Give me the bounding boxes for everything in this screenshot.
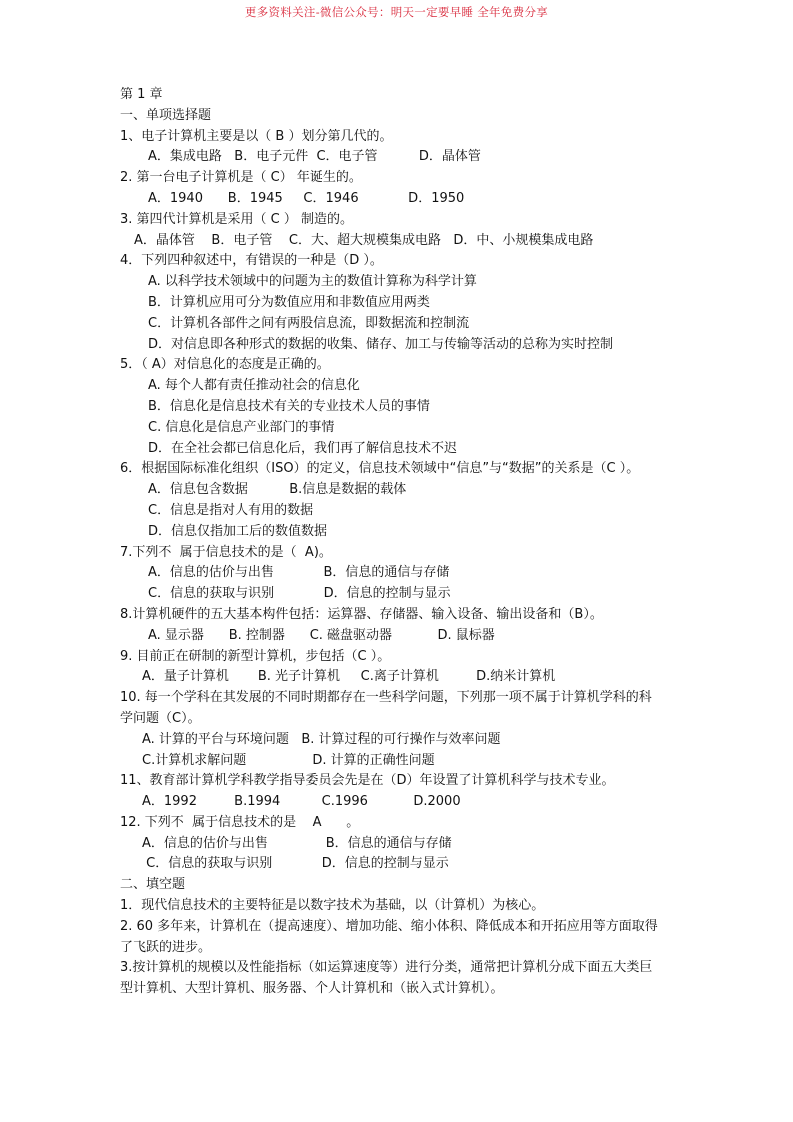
question-stem: 11、教育部计算机学科教学指导委员会先是在（D）年设置了计算机科学与技术专业。 [120,773,615,789]
section-heading-fill-blank: 二、填空题 [120,877,186,893]
question-option: A. 每个人都有责任推动社会的信息化 [148,378,360,394]
question-option: A．信息的估价与出售 B．信息的通信与存储 [142,835,452,851]
fill-blank-item: 3.按计算机的规模以及性能指标（如运算速度等）进行分类，通常把计算机分成下面五大类巨型计算机、大型计算机、服务器、个人计算机和（嵌入式计算机）。 [120,960,653,997]
question-stem: 5．（ A）对信息化的态度是正确的。 [120,357,330,373]
question-option: A. 以科学技术领域中的问题为主的数值计算称为科学计算 [148,274,477,290]
question-options: A．集成电路 B．电子元件 C．电子管 D．晶体管 [148,149,481,165]
question-options: A．1940 B．1945 C．1946 D．1950 [148,190,465,206]
question-option: A．信息的估价与出售 B．信息的通信与存储 [148,565,450,581]
chapter-heading: 第 1 章 [120,87,163,102]
wechat-promo-banner: 更多资料关注-微信公众号：明天一定要早睡 全年免费分享 [244,5,549,19]
question-stem: 1、电子计算机主要是以（ B ）划分第几代的。 [120,128,393,144]
question-option: B．计算机应用可分为数值应用和非数值应用两类 [148,294,430,310]
question-stem: 7.下列不 属于信息技术的是（ A)。 [120,544,332,560]
question-option: D．信息仅指加工后的数值数据 [148,523,328,539]
question-option: C．信息的获取与识别 D．信息的控制与显示 [148,586,451,602]
question-stem: 4．下列四种叙述中，有错误的一种是（D ）。 [120,253,383,269]
question-option: D．在全社会都已信息化后，我们再了解信息技术不迟 [148,440,458,456]
question-stem: 12. 下列不 属于信息技术的是 A 。 [120,814,360,830]
question-option: D．对信息即各种形式的数据的收集、储存、加工与传输等活动的总称为实时控制 [148,336,614,352]
question-stem: 3. 第四代计算机是采用（ C ） 制造的。 [120,211,354,227]
section-heading-multiple-choice: 一、单项选择题 [120,107,212,123]
question-stem: 2. 第一台电子计算机是（ C） 年诞生的。 [120,170,362,186]
question-option: B．信息化是信息技术有关的专业技术人员的事情 [148,398,430,414]
question-option: C．计算机各部件之间有两股信息流，即数据流和控制流 [148,315,470,331]
question-stem: 9. 目前正在研制的新型计算机，步包括（C ）。 [120,648,391,664]
question-options: A．量子计算机 B. 光子计算机 C.离子计算机 D.纳米计算机 [142,669,556,685]
question-stem: 8.计算机硬件的五大基本构件包括：运算器、存储器、输入设备、输出设备和（B）。 [120,606,603,622]
question-options: A．晶体管 B．电子管 C．大、超大规模集成电路 D．中、小规模集成电路 [134,232,594,248]
fill-blank-item: 2. 60 多年来，计算机在（提高速度）、增加功能、缩小体积、降低成本和开拓应用等方面取得了飞跃的进步。 [120,918,658,955]
fill-blank-item: 1．现代信息技术的主要特征是以数字技术为基础，以（计算机）为核心。 [120,898,545,914]
question-option: A. 计算的平台与环境问题 B. 计算过程的可行操作与效率问题 [142,731,501,747]
question-options: A. 显示器 B. 控制器 C. 磁盘驱动器 D. 鼠标器 [148,627,495,643]
question-stem: 10. 每一个学科在其发展的不同时期都存在一些科学问题，下列那一项不属于计算机学科的科学问题（C）。 [120,690,652,726]
question-option: C．信息的获取与识别 D．信息的控制与显示 [142,856,449,872]
document-body [120,85,660,1000]
question-option: A．信息包含数据 B.信息是数据的载体 [148,482,407,498]
question-option: C. 信息化是信息产业部门的事情 [148,419,335,435]
question-options: A．1992 B.1994 C.1996 D.2000 [142,794,461,810]
question-option: C.计算机求解问题 D. 计算的正确性问题 [142,752,435,768]
question-stem: 6．根据国际标准化组织（ISO）的定义，信息技术领域中“信息”与“数据”的关系是（C ）。 [120,461,640,477]
question-option: C．信息是指对人有用的数据 [148,502,314,518]
